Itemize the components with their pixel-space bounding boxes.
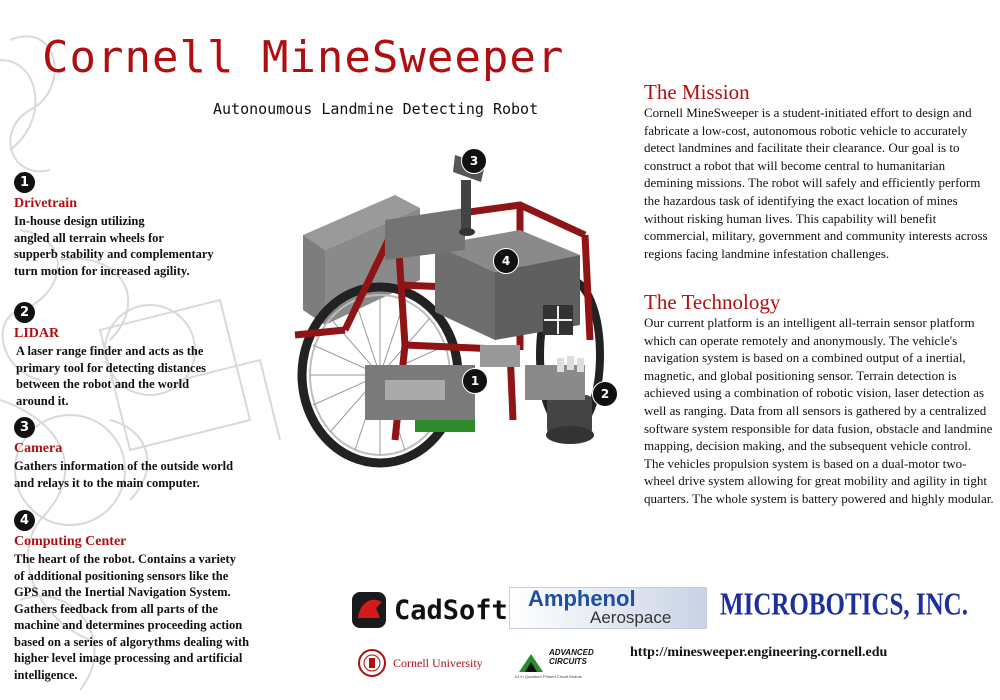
feature-description: Gathers information of the outside world and relays it to the main computer. xyxy=(14,459,234,490)
mission-heading: The Mission xyxy=(644,80,750,104)
robot-marker-drivetrain: 1 xyxy=(462,368,488,394)
page-title: Cornell MineSweeper xyxy=(42,32,565,83)
page-subtitle: Autonoumous Landmine Detecting Robot xyxy=(213,100,539,118)
feature-title: Camera xyxy=(14,441,63,456)
feature-title: LIDAR xyxy=(14,326,60,341)
technology-body: Our current platform is an intelligent all-terrain sensor platform which can operate remotely and anonymously. The vehicle's navigation system is based on a combined output of a inertial, magnetic, and global positioning sensor. Terrain detection is achieved using a combination of robotic vision, laser detection as well as ranging. Data from all sensors is gathered by a centralized software system responsible for data fusion, obstacle and landmine mapping, decision making, and the subsequent vehicle control. The vehicles propulsion system is based on a dual-motor two-wheel drive system allowing for great mobility and agility in tight quarters. The whole system is battery powered and highly modular. xyxy=(644,315,994,506)
feature-lidar xyxy=(14,302,304,409)
mission-body: Cornell MineSweeper is a student-initiated effort to design and fabricate a low-cost, autonomous robotic vehicle to accurately detect landmines and facilitate their clearance. Our goal is to construct a robot that will become central to humanitarian demining missions. The robot will safely and efficiently perform the hazardous task of identifying the exact location of mines without risking human lives. This capability will benefit commercial, military, government and community interests across regions facing landmine infestation challenges. xyxy=(644,105,988,261)
advanced-circuits-mark-icon xyxy=(515,650,547,676)
feature-description: The heart of the robot. Contains a variety of additional positioning sensors like the GPS and the Inertial Navigation System. Gathers feedback from all parts of the machine and determines proceeding action based on a series of algorythms dealing with higher level image processing and artificial intelligence. xyxy=(14,552,250,682)
advanced-circuits-logo: ADVANCED CIRCUITS #1 in Quickturn Printed Circuit Boards xyxy=(515,648,594,679)
robot-marker-computing: 4 xyxy=(493,248,519,274)
feature-drivetrain xyxy=(14,172,304,279)
technology-heading: The Technology xyxy=(644,290,781,314)
cornell-university-logo: Cornell University xyxy=(357,648,483,678)
website-url[interactable]: http://minesweeper.engineering.cornell.edu xyxy=(630,645,888,660)
feature-title: Drivetrain xyxy=(14,196,77,211)
feature-title: Computing Center xyxy=(14,534,127,549)
feature-number-badge: 2 xyxy=(14,302,35,323)
feature-number-badge: 3 xyxy=(14,417,35,438)
technology-section xyxy=(644,290,994,508)
feature-description: In-house design utilizing angled all terrain wheels for supperb stability and complementary turn motion for increased agility. xyxy=(14,214,214,278)
microbotics-logo: MICROBOTICS, INC. xyxy=(720,588,968,622)
cadsoft-logo: CadSoft xyxy=(350,588,508,632)
robot-illustration xyxy=(285,140,635,485)
feature-camera xyxy=(14,417,304,491)
feature-number-badge: 1 xyxy=(14,172,35,193)
robot-marker-camera: 3 xyxy=(461,148,487,174)
feature-description: A laser range finder and acts as the primary tool for detecting distances between the robot and the world around it. xyxy=(16,344,207,408)
mission-section xyxy=(644,80,994,262)
amphenol-logo: Amphenol Aerospace xyxy=(509,587,707,629)
cornell-seal-icon xyxy=(357,648,387,678)
cadsoft-mark-icon xyxy=(350,588,390,632)
robot-marker-lidar: 2 xyxy=(592,381,618,407)
feature-number-badge: 4 xyxy=(14,510,35,531)
feature-computing-center xyxy=(14,510,304,683)
